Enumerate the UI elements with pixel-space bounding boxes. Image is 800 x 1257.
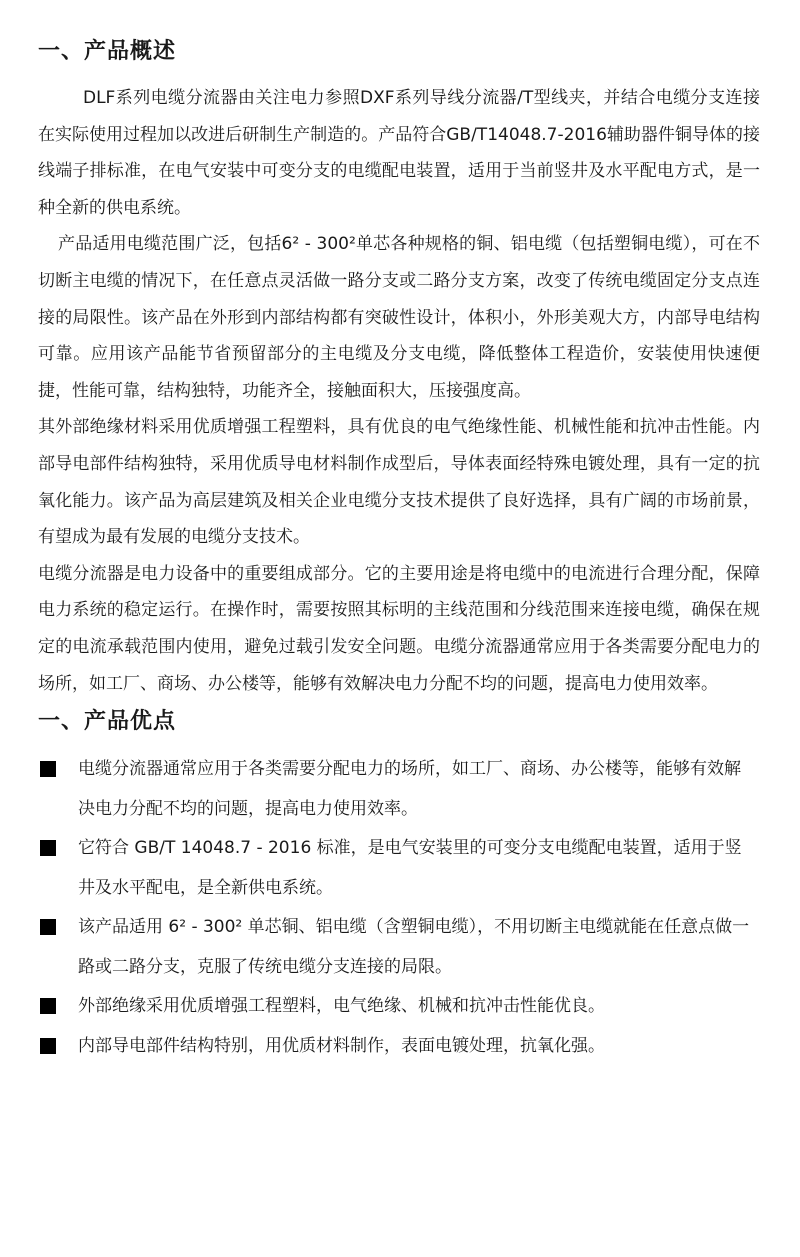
list-item <box>38 750 760 829</box>
list-item <box>38 829 760 908</box>
overview-paragraph: 电缆分流器是电力设备中的重要组成部分。它的主要用途是将电缆中的电流进行合理分配，保障电力系统的稳定运行。在操作时，需要按照其标明的主线范围和分线范围来连接电缆，确保在规定的电流承载范围内使用，避免过载引发安全问题。电缆分流器通常应用于各类需要分配电力的场所，如工厂、商场、办公楼等，能够有效解决电力分配不均的问题，提高电力使用效率。 <box>38 563 760 694</box>
square-bullet-icon <box>40 998 56 1014</box>
overview-body <box>38 80 760 702</box>
advantage-text: 它符合 GB/T 14048.7 - 2016 标准，是电气安装里的可变分支电缆配电装置，适用于竖井及水平配电，是全新供电系统。 <box>78 838 742 898</box>
square-bullet-icon <box>40 1038 56 1054</box>
square-bullet-icon <box>40 840 56 856</box>
overview-paragraph: DLF系列电缆分流器由关注电力参照DXF系列导线分流器/T型线夹，并结合电缆分支连接在实际使用过程加以改进后研制生产制造的。产品符合GB/T14048.7-2016辅助器件铜导体的接线端子排标准，在电气安装中可变分支的电缆配电装置，适用于当前竖井及水平配电方式，是一种全新的供电系统。 <box>38 88 760 218</box>
advantage-text: 电缆分流器通常应用于各类需要分配电力的场所，如工厂、商场、办公楼等，能够有效解决电力分配不均的问题，提高电力使用效率。 <box>78 759 741 819</box>
list-item <box>38 908 760 987</box>
overview-paragraph: 其外部绝缘材料采用优质增强工程塑料，具有优良的电气绝缘性能、机械性能和抗冲击性能。内部导电部件结构独特，采用优质导电材料制作成型后，导体表面经特殊电镀处理，具有一定的抗氧化能力。该产品为高层建筑及相关企业电缆分支技术提供了良好选择，具有广阔的市场前景，有望成为最有发展的电缆分支技术。 <box>38 417 760 548</box>
overview-paragraph: 产品适用电缆范围广泛，包括6² - 300²单芯各种规格的铜、铝电缆（包括塑铜电缆），可在不切断主电缆的情况下，在任意点灵活做一路分支或二路分支方案，改变了传统电缆固定分支点连接的局限性。该产品在外形到内部结构都有突破性设计，体积小，外形美观大方，内部导电结构可靠。应用该产品能节省预留部分的主电缆及分支电缆，降低整体工程造价，安装使用快速便捷，性能可靠，结构独特，功能齐全，接触面积大，压接强度高。 <box>38 234 760 401</box>
overview-title: 一、产品概述 <box>38 39 177 64</box>
advantage-text: 内部导电部件结构特别，用优质材料制作，表面电镀处理，抗氧化强。 <box>78 1035 605 1056</box>
square-bullet-icon <box>40 919 56 935</box>
advantages-title: 一、产品优点 <box>38 709 177 735</box>
advantage-text: 该产品适用 6² - 300² 单芯铜、铝电缆（含塑铜电缆），不用切断主电缆就能在任意点做一路或二路分支，克服了传统电缆分支连接的局限。 <box>78 917 750 977</box>
list-item <box>38 987 760 1027</box>
square-bullet-icon <box>40 761 56 777</box>
list-item <box>38 1027 760 1067</box>
advantage-text: 外部绝缘采用优质增强工程塑料，电气绝缘、机械和抗冲击性能优良。 <box>78 996 605 1017</box>
advantages-list <box>38 750 760 1066</box>
